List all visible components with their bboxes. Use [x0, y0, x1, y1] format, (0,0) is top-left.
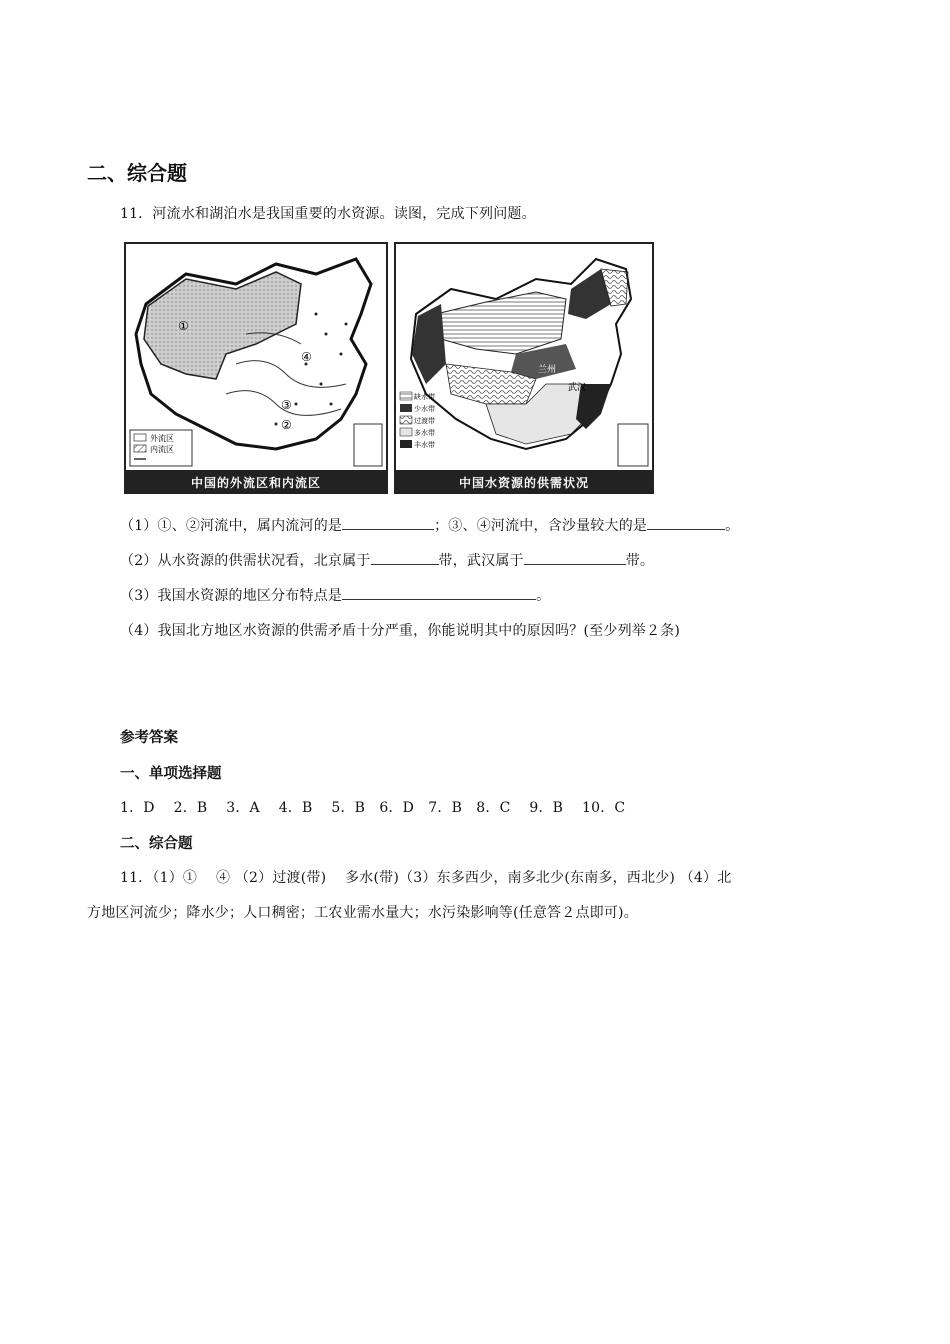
svg-text:过渡带: 过渡带 — [414, 417, 435, 425]
maps-figure — [120, 238, 655, 496]
left-map-drainage — [124, 242, 388, 472]
label-wuhan: 武汉 — [568, 383, 587, 393]
marker-1: ① — [178, 319, 189, 333]
answer-11-line1: 11．（1）① ④ （2）过渡(带) 多水(带)（3）东多西少，南多北少(东南多，西北少) （4）北 — [120, 870, 732, 886]
marker-4: ④ — [301, 350, 312, 364]
marker-2: ② — [281, 418, 292, 432]
marker-3: ③ — [281, 398, 292, 412]
right-map-caption: 中国水资源的供需状况 — [394, 472, 654, 494]
label-lanzhou: 兰州 — [538, 365, 557, 375]
svg-text:丰水带: 丰水带 — [414, 441, 435, 449]
answer-blank-3[interactable] — [342, 585, 536, 600]
right-map-water-supply — [394, 242, 654, 472]
svg-text:少水带: 少水带 — [414, 405, 435, 413]
question-11-part-4: （4）我国北方地区水资源的供需矛盾十分严重，你能说明其中的原因吗？(至少列举２条) — [120, 623, 681, 639]
question-11-part-2: （2）从水资源的供需状况看，北京属于 带，武汉属于 带。 — [120, 550, 654, 570]
answers-title: 参考答案 — [120, 730, 178, 746]
svg-text:多水带: 多水带 — [414, 429, 435, 437]
answer-blank-2b[interactable] — [524, 550, 626, 565]
answers-section1-heading: 一、单项选择题 — [120, 766, 222, 782]
question-11-part-3: （3）我国水资源的地区分布特点是 。 — [120, 585, 550, 605]
label-beijing: 北京 — [572, 327, 591, 337]
question-11-stem: 11．河流水和湖泊水是我国重要的水资源。读图，完成下列问题。 — [120, 206, 536, 222]
left-map-caption: 中国的外流区和内流区 — [124, 472, 388, 494]
answer-blank-1a[interactable] — [342, 515, 434, 530]
answers-choices: 1．D 2．B 3．A 4．B 5．B 6．D 7．B 8．C 9．B 10．C — [120, 800, 626, 816]
question-11-part-1: （1）①、②河流中，属内流河的是 ；③、④河流中，含沙量较大的是 。 — [120, 515, 739, 535]
answer-blank-2a[interactable] — [371, 550, 439, 565]
answer-11-line2: 方地区河流少；降水少；人口稠密；工农业需水量大；水污染影响等(任意答２点即可)。 — [87, 905, 638, 921]
answers-section2-heading: 二、综合题 — [120, 836, 193, 852]
svg-text:外流区: 外流区 — [150, 434, 174, 443]
svg-text:缺水带: 缺水带 — [414, 393, 435, 401]
answer-blank-1b[interactable] — [647, 515, 725, 530]
svg-text:内流区: 内流区 — [150, 445, 174, 454]
section-heading-comprehensive: 二、综合题 — [87, 161, 187, 185]
